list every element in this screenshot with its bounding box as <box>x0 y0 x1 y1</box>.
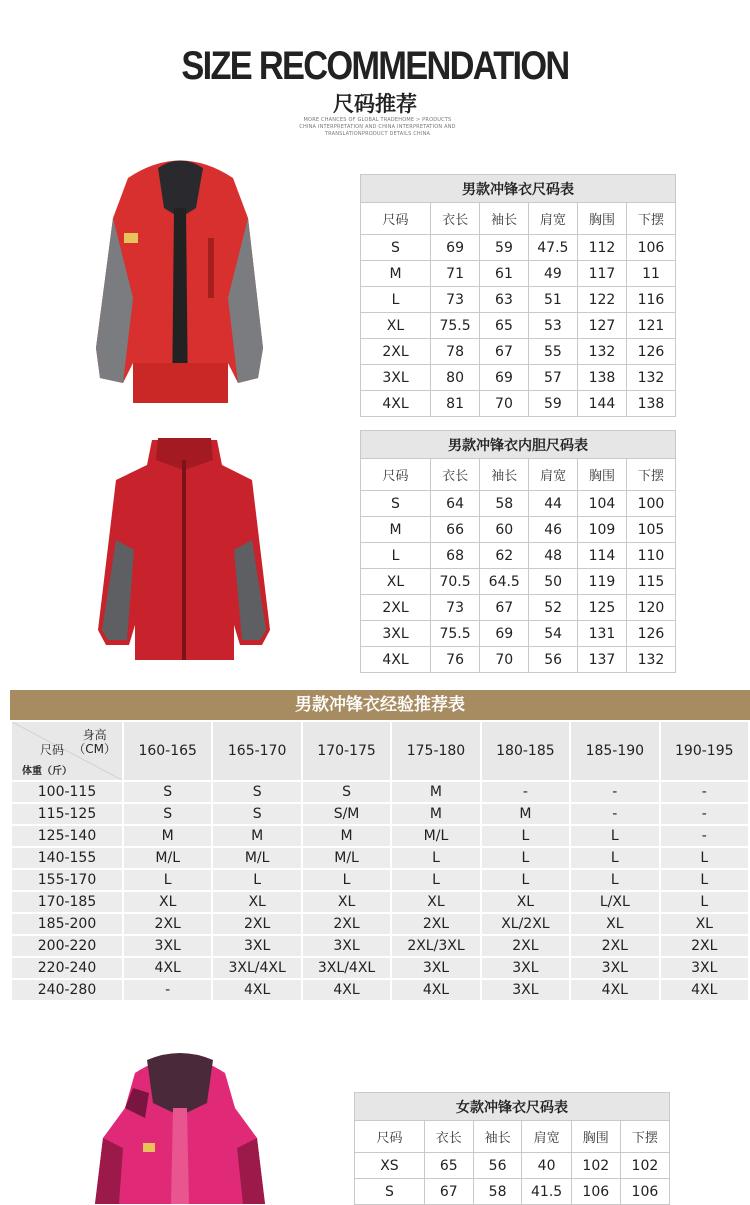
page-subtitle: 尺码推荐 <box>333 92 417 116</box>
table-cell: S <box>212 803 301 825</box>
corner-height: 身高 <box>82 728 107 742</box>
table-cell: M <box>302 825 391 847</box>
table-cell: 55 <box>528 339 577 365</box>
table-row <box>355 1153 670 1179</box>
table-cell: - <box>570 803 659 825</box>
table-cell: 126 <box>626 339 675 365</box>
table-cell: 4XL <box>212 979 301 1001</box>
table-cell: L/XL <box>570 891 659 913</box>
table-cell: 67 <box>480 339 529 365</box>
column-header: 下摆 <box>620 1121 669 1153</box>
table-cell: XS <box>355 1153 425 1179</box>
table-cell: L <box>570 825 659 847</box>
table-cell: 110 <box>626 543 675 569</box>
table-cell: 67 <box>480 595 529 621</box>
table-cell: L <box>481 869 570 891</box>
table-row <box>11 957 749 979</box>
weight-cell: 185-200 <box>11 913 123 935</box>
table-cell: 57 <box>528 365 577 391</box>
table-cell: 59 <box>528 391 577 417</box>
table-cell: - <box>660 825 749 847</box>
table-cell: 2XL/3XL <box>391 935 480 957</box>
column-header: 胸围 <box>571 1121 620 1153</box>
table-cell: 131 <box>577 621 626 647</box>
table-cell: 2XL <box>212 913 301 935</box>
table-cell: S <box>212 781 301 803</box>
table-cell: L <box>302 869 391 891</box>
corner-unit: （CM） <box>73 742 116 756</box>
table-cell: L <box>391 847 480 869</box>
column-header: 袖长 <box>473 1121 522 1153</box>
table-cell: 75.5 <box>430 621 479 647</box>
table-row <box>361 261 676 287</box>
table-cell: S/M <box>302 803 391 825</box>
experience-table <box>10 720 750 1002</box>
table-cell: 11 <box>626 261 675 287</box>
fine-print-line: TRANSLATIONPRODUCT DETAILS CHINA <box>324 131 431 137</box>
weight-cell: 140-155 <box>11 847 123 869</box>
table-cell: 144 <box>577 391 626 417</box>
table-cell: XL <box>212 891 301 913</box>
table-cell: XL <box>570 913 659 935</box>
table-cell: 59 <box>480 235 529 261</box>
table-cell: 3XL <box>123 935 212 957</box>
table-row <box>361 647 676 673</box>
table-cell: M/L <box>302 847 391 869</box>
corner-weight-label: 体重（斤） <box>22 766 72 777</box>
table-cell: 3XL <box>660 957 749 979</box>
table-cell: M <box>391 803 480 825</box>
column-header: 肩宽 <box>522 1121 571 1153</box>
table-cell: 73 <box>430 595 479 621</box>
table-cell: 4XL <box>660 979 749 1001</box>
table-cell: 2XL <box>302 913 391 935</box>
column-header: 尺码 <box>361 459 431 491</box>
table-row <box>361 595 676 621</box>
table-cell: 102 <box>620 1153 669 1179</box>
table-cell: L <box>660 891 749 913</box>
table-cell: 61 <box>480 261 529 287</box>
table-cell: 70 <box>480 647 529 673</box>
weight-cell: 200-220 <box>11 935 123 957</box>
corner-cell <box>11 721 123 781</box>
table-cell: L <box>123 869 212 891</box>
column-header: 160-165 <box>123 721 212 781</box>
table-cell: 4XL <box>361 391 431 417</box>
diagonal-header <box>12 722 122 780</box>
column-header: 尺码 <box>355 1121 425 1153</box>
table-cell: XL <box>302 891 391 913</box>
table-row <box>11 803 749 825</box>
table-cell: 52 <box>529 595 578 621</box>
table-row <box>361 391 676 417</box>
table-cell: 114 <box>577 543 626 569</box>
table-cell: 44 <box>529 491 578 517</box>
table-row <box>11 891 749 913</box>
table-cell: M/L <box>212 847 301 869</box>
table-cell: 63 <box>480 287 529 313</box>
column-header: 胸围 <box>577 203 626 235</box>
table-cell: 67 <box>424 1179 473 1205</box>
table-cell: 106 <box>620 1179 669 1205</box>
table-cell: L <box>212 869 301 891</box>
table-cell: 51 <box>528 287 577 313</box>
weight-cell: 240-280 <box>11 979 123 1001</box>
table-cell: 132 <box>577 339 626 365</box>
table-cell: 81 <box>430 391 479 417</box>
column-header: 165-170 <box>212 721 301 781</box>
table-cell: 2XL <box>481 935 570 957</box>
table-row <box>361 235 676 261</box>
table-cell: 138 <box>626 391 675 417</box>
table-cell: 69 <box>480 365 529 391</box>
column-header: 190-195 <box>660 721 749 781</box>
table-row <box>11 913 749 935</box>
table-cell: 41.5 <box>522 1179 571 1205</box>
table-header-row <box>355 1121 670 1153</box>
column-header: 胸围 <box>577 459 626 491</box>
table-cell: L <box>481 825 570 847</box>
table-cell: S <box>123 803 212 825</box>
table-cell: S <box>123 781 212 803</box>
table-cell: 54 <box>529 621 578 647</box>
table-cell: M/L <box>123 847 212 869</box>
column-header: 肩宽 <box>528 203 577 235</box>
table-cell: 2XL <box>570 935 659 957</box>
table-cell: 68 <box>430 543 479 569</box>
table-cell: 46 <box>529 517 578 543</box>
table-cell: 115 <box>626 569 675 595</box>
table-row <box>361 287 676 313</box>
table-cell: S <box>302 781 391 803</box>
table-cell: 58 <box>473 1179 522 1205</box>
men-liner-size-table <box>360 430 676 673</box>
table-caption: 女款冲锋衣尺码表 <box>355 1093 670 1121</box>
table-cell: L <box>570 869 659 891</box>
table-cell: 127 <box>577 313 626 339</box>
table-caption: 男款冲锋衣内胆尺码表 <box>361 431 676 459</box>
table-cell: 3XL <box>302 935 391 957</box>
men-liner-image <box>92 430 277 665</box>
table-cell: M <box>391 781 480 803</box>
table-cell: 138 <box>577 365 626 391</box>
fine-print <box>290 117 465 138</box>
corner-height-label <box>73 728 116 756</box>
table-cell: XL <box>361 569 431 595</box>
table-cell: 75.5 <box>430 313 479 339</box>
table-cell: 58 <box>480 491 529 517</box>
table-cell: 70.5 <box>430 569 479 595</box>
table-cell: M <box>212 825 301 847</box>
table-cell: 4XL <box>361 647 431 673</box>
table-cell: 3XL <box>391 957 480 979</box>
table-cell: M <box>361 261 431 287</box>
table-cell: 3XL <box>481 979 570 1001</box>
table-row <box>361 365 676 391</box>
table-cell: 105 <box>626 517 675 543</box>
column-header: 袖长 <box>480 203 529 235</box>
table-row <box>11 935 749 957</box>
table-cell: 3XL <box>361 365 431 391</box>
table-cell: 112 <box>577 235 626 261</box>
table-cell: 4XL <box>570 979 659 1001</box>
table-cell: L <box>570 847 659 869</box>
table-row <box>361 621 676 647</box>
table-cell: 47.5 <box>528 235 577 261</box>
table-cell: 4XL <box>302 979 391 1001</box>
table-cell: 64.5 <box>480 569 529 595</box>
table-cell: - <box>660 781 749 803</box>
table-cell: 56 <box>473 1153 522 1179</box>
weight-cell: 220-240 <box>11 957 123 979</box>
table-cell: 48 <box>529 543 578 569</box>
table-cell: 125 <box>577 595 626 621</box>
table-cell: 122 <box>577 287 626 313</box>
table-cell: 66 <box>430 517 479 543</box>
table-cell: - <box>481 781 570 803</box>
table-cell: 126 <box>626 621 675 647</box>
table-cell: 120 <box>626 595 675 621</box>
table-cell: 3XL <box>212 935 301 957</box>
table-cell: 3XL <box>361 621 431 647</box>
table-cell: - <box>123 979 212 1001</box>
table-cell: 49 <box>528 261 577 287</box>
table-cell: 4XL <box>123 957 212 979</box>
weight-cell: 115-125 <box>11 803 123 825</box>
table-cell: 2XL <box>361 339 431 365</box>
table-cell: 137 <box>577 647 626 673</box>
table-cell: 3XL/4XL <box>302 957 391 979</box>
column-header: 衣长 <box>424 1121 473 1153</box>
table-cell: 100 <box>626 491 675 517</box>
table-cell: 80 <box>430 365 479 391</box>
table-cell: 2XL <box>391 913 480 935</box>
table-cell: L <box>361 287 431 313</box>
weight-cell: 125-140 <box>11 825 123 847</box>
women-jacket-size-table <box>354 1092 670 1205</box>
fine-print-line: MORE CHANCES OF GLOBAL TRADEHOME > PRODUCTS <box>303 117 452 123</box>
table-cell: 4XL <box>391 979 480 1001</box>
table-row <box>361 543 676 569</box>
column-header: 180-185 <box>481 721 570 781</box>
table-cell: S <box>361 235 431 261</box>
weight-cell: 100-115 <box>11 781 123 803</box>
table-cell: 64 <box>430 491 479 517</box>
column-header: 175-180 <box>391 721 480 781</box>
table-cell: 65 <box>424 1153 473 1179</box>
table-cell: 121 <box>626 313 675 339</box>
table-cell: 104 <box>577 491 626 517</box>
table-cell: XL <box>391 891 480 913</box>
weight-cell: 170-185 <box>11 891 123 913</box>
table-cell: 53 <box>528 313 577 339</box>
table-cell: 109 <box>577 517 626 543</box>
table-cell: XL <box>660 913 749 935</box>
table-header-row <box>361 203 676 235</box>
table-row <box>11 847 749 869</box>
table-cell: M/L <box>391 825 480 847</box>
column-header: 185-190 <box>570 721 659 781</box>
table-cell: 69 <box>430 235 479 261</box>
table-cell: 132 <box>626 365 675 391</box>
table-cell: L <box>660 869 749 891</box>
table-header-row <box>361 459 676 491</box>
table-cell: XL/2XL <box>481 913 570 935</box>
table-cell: S <box>355 1179 425 1205</box>
table-row <box>361 491 676 517</box>
table-cell: 69 <box>480 621 529 647</box>
corner-size-label: 尺码 <box>40 743 65 757</box>
men-jacket-image <box>88 148 273 413</box>
table-row <box>361 339 676 365</box>
table-row <box>355 1179 670 1205</box>
table-header-row <box>11 721 749 781</box>
table-cell: L <box>481 847 570 869</box>
table-row <box>361 569 676 595</box>
column-header: 肩宽 <box>529 459 578 491</box>
table-cell: L <box>361 543 431 569</box>
column-header: 170-175 <box>302 721 391 781</box>
page-title: SIZE RECOMMENDATION <box>181 44 569 88</box>
table-caption: 男款冲锋衣尺码表 <box>361 175 676 203</box>
table-row <box>11 979 749 1001</box>
table-cell: 132 <box>626 647 675 673</box>
table-cell: 116 <box>626 287 675 313</box>
fine-print-line: CHINA INTERPRETATION AND CHINA INTERPRETATION AND <box>299 124 456 130</box>
column-header: 袖长 <box>480 459 529 491</box>
column-header: 衣长 <box>430 459 479 491</box>
table-row <box>11 781 749 803</box>
table-cell: 3XL <box>570 957 659 979</box>
table-cell: 2XL <box>123 913 212 935</box>
table-cell: L <box>391 869 480 891</box>
table-cell: 76 <box>430 647 479 673</box>
table-cell: M <box>481 803 570 825</box>
experience-table-caption: 男款冲锋衣经验推荐表 <box>10 690 750 720</box>
men-jacket-size-table <box>360 174 676 417</box>
table-cell: - <box>570 781 659 803</box>
table-cell: 65 <box>480 313 529 339</box>
table-cell: XL <box>481 891 570 913</box>
table-cell: 117 <box>577 261 626 287</box>
table-cell: 102 <box>571 1153 620 1179</box>
table-cell: S <box>361 491 431 517</box>
weight-cell: 155-170 <box>11 869 123 891</box>
table-cell: XL <box>123 891 212 913</box>
column-header: 尺码 <box>361 203 431 235</box>
table-cell: 119 <box>577 569 626 595</box>
table-cell: 40 <box>522 1153 571 1179</box>
table-cell: 60 <box>480 517 529 543</box>
table-cell: 2XL <box>361 595 431 621</box>
table-cell: 2XL <box>660 935 749 957</box>
table-cell: - <box>660 803 749 825</box>
table-cell: 70 <box>480 391 529 417</box>
table-cell: 71 <box>430 261 479 287</box>
table-cell: XL <box>361 313 431 339</box>
table-cell: 78 <box>430 339 479 365</box>
column-header: 下摆 <box>626 459 675 491</box>
women-jacket-image <box>85 1048 275 1204</box>
table-cell: 3XL <box>481 957 570 979</box>
table-row <box>361 313 676 339</box>
column-header: 下摆 <box>626 203 675 235</box>
table-cell: 3XL/4XL <box>212 957 301 979</box>
table-cell: L <box>660 847 749 869</box>
table-cell: 62 <box>480 543 529 569</box>
table-cell: 106 <box>626 235 675 261</box>
table-cell: 50 <box>529 569 578 595</box>
table-cell: M <box>361 517 431 543</box>
table-row <box>11 825 749 847</box>
table-cell: 56 <box>529 647 578 673</box>
table-cell: 106 <box>571 1179 620 1205</box>
table-row <box>361 517 676 543</box>
table-cell: M <box>123 825 212 847</box>
table-cell: 73 <box>430 287 479 313</box>
column-header: 衣长 <box>430 203 479 235</box>
table-row <box>11 869 749 891</box>
